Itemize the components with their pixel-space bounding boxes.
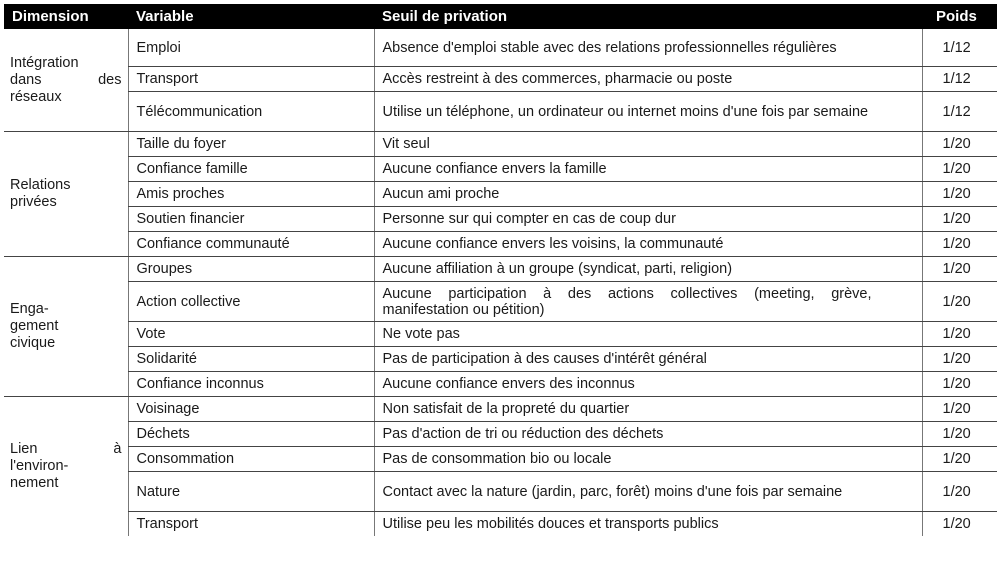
dimension-cell (4, 132, 128, 257)
header-poids: Poids (922, 4, 997, 29)
table-row (4, 182, 997, 207)
poids-cell: 1/12 (922, 67, 997, 92)
variable-cell: Nature (128, 472, 374, 512)
table-row (4, 282, 997, 322)
header-dimension: Dimension (4, 4, 128, 29)
seuil-cell: Aucune confiance envers des inconnus (374, 372, 922, 397)
variable-cell: Confiance famille (128, 157, 374, 182)
poids-cell: 1/20 (922, 132, 997, 157)
dimension-label: Relations (10, 177, 71, 193)
poids-cell: 1/20 (922, 322, 997, 347)
seuil-cell: Vit seul (374, 132, 922, 157)
table-row (4, 257, 997, 282)
poids-cell: 1/20 (922, 397, 997, 422)
table-row (4, 397, 997, 422)
poids-cell: 1/20 (922, 447, 997, 472)
table-row (4, 232, 997, 257)
table-row (4, 322, 997, 347)
dimension-label: gement (10, 318, 59, 334)
dimension-cell (4, 257, 128, 397)
seuil-cell: Accès restreint à des commerces, pharmacie ou poste (374, 67, 922, 92)
poids-cell: 1/20 (922, 182, 997, 207)
dimension-label: l'environ- (10, 458, 69, 474)
table-row (4, 422, 997, 447)
table-row (4, 472, 997, 512)
seuil-cell: Utilise un téléphone, un ordinateur ou internet moins d'une fois par semaine (374, 92, 922, 132)
table-header-row (4, 4, 997, 29)
variable-cell: Soutien financier (128, 207, 374, 232)
variable-cell: Consommation (128, 447, 374, 472)
table-row (4, 67, 997, 92)
variable-cell: Taille du foyer (128, 132, 374, 157)
dimension-label: privées (10, 194, 57, 210)
table-row (4, 447, 997, 472)
seuil-cell: Contact avec la nature (jardin, parc, forêt) moins d'une fois par semaine (374, 472, 922, 512)
dimension-label: dans des (10, 71, 122, 88)
poids-cell: 1/20 (922, 472, 997, 512)
variable-cell: Confiance communauté (128, 232, 374, 257)
poids-cell: 1/20 (922, 257, 997, 282)
variable-cell: Transport (128, 67, 374, 92)
variable-cell: Solidarité (128, 347, 374, 372)
dimension-label: nement (10, 475, 59, 491)
header-variable: Variable (128, 4, 374, 29)
seuil-cell: Pas de consommation bio ou locale (374, 447, 922, 472)
variable-cell: Action collective (128, 282, 374, 322)
seuil-cell: Pas de participation à des causes d'intérêt général (374, 347, 922, 372)
variable-cell: Déchets (128, 422, 374, 447)
seuil-cell: Aucune participation à des actions collectives (meeting, grève, manifestation ou pétition) (374, 282, 922, 322)
seuil-cell: Aucun ami proche (374, 182, 922, 207)
poids-cell: 1/20 (922, 372, 997, 397)
seuil-cell: Utilise peu les mobilités douces et transports publics (374, 512, 922, 537)
table-row (4, 347, 997, 372)
table-row (4, 372, 997, 397)
seuil-cell: Aucune confiance envers les voisins, la communauté (374, 232, 922, 257)
variable-cell: Confiance inconnus (128, 372, 374, 397)
variable-cell: Voisinage (128, 397, 374, 422)
header-seuil: Seuil de privation (374, 4, 922, 29)
poids-cell: 1/20 (922, 347, 997, 372)
dimension-cell (4, 29, 128, 132)
poids-cell: 1/12 (922, 92, 997, 132)
table-row (4, 92, 997, 132)
table-row (4, 132, 997, 157)
poids-cell: 1/20 (922, 422, 997, 447)
dimension-cell (4, 397, 128, 537)
dimension-label: Enga- (10, 301, 49, 317)
poids-cell: 1/20 (922, 512, 997, 537)
dimension-label: Intégration (10, 54, 79, 71)
table-row (4, 29, 997, 67)
poids-cell: 1/20 (922, 157, 997, 182)
table-row (4, 512, 997, 537)
variable-cell: Amis proches (128, 182, 374, 207)
variable-cell: Transport (128, 512, 374, 537)
seuil-cell: Aucune confiance envers la famille (374, 157, 922, 182)
dimension-label: réseaux (10, 88, 62, 105)
variable-cell: Télécommunication (128, 92, 374, 132)
poids-cell: 1/12 (922, 29, 997, 67)
dimension-label: Lien à (10, 441, 122, 457)
table-row (4, 207, 997, 232)
variable-cell: Vote (128, 322, 374, 347)
poids-cell: 1/20 (922, 232, 997, 257)
variable-cell: Emploi (128, 29, 374, 67)
poids-cell: 1/20 (922, 207, 997, 232)
table-row (4, 157, 997, 182)
variable-cell: Groupes (128, 257, 374, 282)
deprivation-table (4, 4, 997, 536)
seuil-cell: Non satisfait de la propreté du quartier (374, 397, 922, 422)
seuil-cell: Personne sur qui compter en cas de coup dur (374, 207, 922, 232)
poids-cell: 1/20 (922, 282, 997, 322)
seuil-cell: Aucune affiliation à un groupe (syndicat, parti, religion) (374, 257, 922, 282)
seuil-cell: Pas d'action de tri ou réduction des déchets (374, 422, 922, 447)
dimension-label: civique (10, 335, 56, 351)
seuil-cell: Absence d'emploi stable avec des relations professionnelles régulières (374, 29, 922, 67)
seuil-cell: Ne vote pas (374, 322, 922, 347)
